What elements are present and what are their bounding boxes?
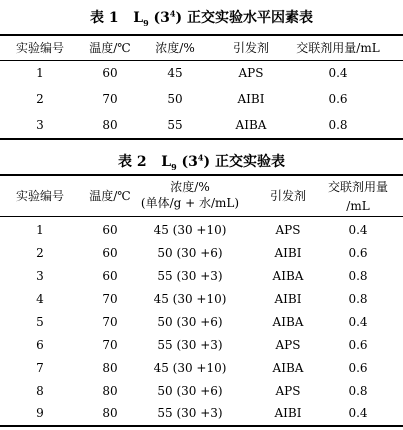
table1-cell-init: APS [238,66,264,80]
table1-cell-conc: 45 [167,66,183,80]
table2-caption-open: (3 [181,154,198,170]
table2-cell-cross: 0.6 [348,361,368,375]
table1-cell-cross: 0.4 [328,66,348,80]
table2-header-init: 引发剂 [269,189,307,203]
table-row [0,384,403,398]
table2-header-cross-line2: /mL [346,199,370,213]
table2-cell-conc: 45 (30 +10) [153,223,227,237]
table1-header-temp: 温度/℃ [89,41,131,55]
table-row [0,92,403,106]
table2-cell-id: 7 [36,361,44,375]
table1-caption [0,7,403,28]
table2-cell-temp: 70 [102,315,118,329]
table2-cell-id: 1 [36,223,44,237]
table2-cell-cross: 0.6 [348,338,368,352]
table2-cell-conc: 45 (30 +10) [153,361,227,375]
table2-cell-temp: 60 [102,223,118,237]
table1-caption-open: (3 [153,10,170,26]
table2-cell-id: 4 [36,292,44,306]
table2-cell-temp: 70 [102,292,118,306]
table1-header-rule [0,60,403,61]
table2-cell-id: 5 [36,315,44,329]
table2-cell-conc: 55 (30 +3) [157,406,223,420]
table2-cell-temp: 80 [102,384,118,398]
table-row [0,315,403,329]
table2-bottom-rule [0,425,403,427]
table-row [0,246,403,260]
table2-cell-temp: 80 [102,406,118,420]
table1-cell-conc: 50 [167,92,183,106]
table1-cell-id: 2 [36,92,44,106]
table2-cell-init: AIBI [274,292,302,306]
table1-header-cross: 交联剂用量/mL [296,41,380,55]
table-row [0,118,403,132]
table1-cell-temp: 60 [102,66,118,80]
table2-cell-init: APS [275,384,301,398]
table1-cell-cross: 0.6 [328,92,348,106]
table-row [0,338,403,352]
table-row [0,361,403,375]
table1-header-init: 引发剂 [232,41,270,55]
table1-caption-rest: ) 正交实验水平因素表 [175,10,313,26]
table1-cell-init: AIBI [237,92,265,106]
table2-cell-conc: 50 (30 +6) [157,384,223,398]
table1-caption-sub: 9 [143,17,149,28]
table2-cell-conc: 50 (30 +6) [157,315,223,329]
table2-cell-cross: 0.4 [348,315,368,329]
table2-caption-L: L [161,154,172,170]
table2-cell-temp: 70 [102,338,118,352]
table1-cell-cross: 0.8 [328,118,348,132]
table2-cell-conc: 50 (30 +6) [157,246,223,260]
table2-cell-id: 3 [36,269,44,283]
table1-cell-temp: 80 [102,118,118,132]
table2-cell-conc: 45 (30 +10) [153,292,227,306]
table2-caption-prefix: 表 2 [118,154,147,170]
table2-cell-init: AIBI [274,246,302,260]
table2-header-temp: 温度/℃ [89,189,131,203]
table2-cell-id: 9 [36,406,44,420]
table2-top-rule [0,174,403,176]
table2-cell-temp: 60 [102,269,118,283]
table2-cell-temp: 80 [102,361,118,375]
table2-cell-cross: 0.4 [348,406,368,420]
table1-cell-temp: 70 [102,92,118,106]
table1-caption-sup: 4 [169,8,176,19]
table2-header-rule [0,216,403,217]
table2-caption [0,151,403,172]
table2-cell-init: AIBI [274,406,302,420]
table-row [0,269,403,283]
table1-caption-L: L [133,10,144,26]
table2-cell-init: AIBA [272,269,304,283]
table1-header-conc: 浓度/% [155,41,195,55]
table1-cell-id: 1 [36,66,44,80]
table2-cell-init: AIBA [272,361,304,375]
table2-caption-sup: 4 [197,152,204,163]
table-row [0,292,403,306]
table2-cell-init: APS [275,223,301,237]
table1-cell-id: 3 [36,118,44,132]
table2-header-conc-line2: (单体/g + 水/mL) [140,196,240,210]
table2-cell-temp: 60 [102,246,118,260]
table2-cell-init: APS [275,338,301,352]
table2-cell-cross: 0.8 [348,292,368,306]
table2-cell-init: AIBA [272,315,304,329]
table1-bottom-rule [0,138,403,140]
table2-cell-id: 6 [36,338,44,352]
table2-header-cross-line1: 交联剂用量 [327,180,389,194]
table-row [0,406,403,420]
table2-cell-conc: 55 (30 +3) [157,269,223,283]
table1-top-rule [0,34,403,36]
table2-cell-id: 2 [36,246,44,260]
table2-cell-conc: 55 (30 +3) [157,338,223,352]
table1-cell-init: AIBA [235,118,267,132]
table-row [0,223,403,237]
table-row [0,66,403,80]
table2-cell-cross: 0.8 [348,269,368,283]
table2-caption-sub: 9 [171,161,177,172]
table2-caption-rest: ) 正交实验表 [203,154,285,170]
table1-header-row [0,41,403,55]
table1-header-id: 实验编号 [15,41,65,55]
table2-header-id: 实验编号 [15,189,65,203]
table1-cell-conc: 55 [167,118,183,132]
table2-cell-cross: 0.4 [348,223,368,237]
table2-header-conc-line1: 浓度/% [170,180,210,194]
table2-cell-id: 8 [36,384,44,398]
table1-caption-prefix: 表 1 [90,10,119,26]
table2-cell-cross: 0.6 [348,246,368,260]
table2-header-row [0,180,403,213]
table2-cell-cross: 0.8 [348,384,368,398]
